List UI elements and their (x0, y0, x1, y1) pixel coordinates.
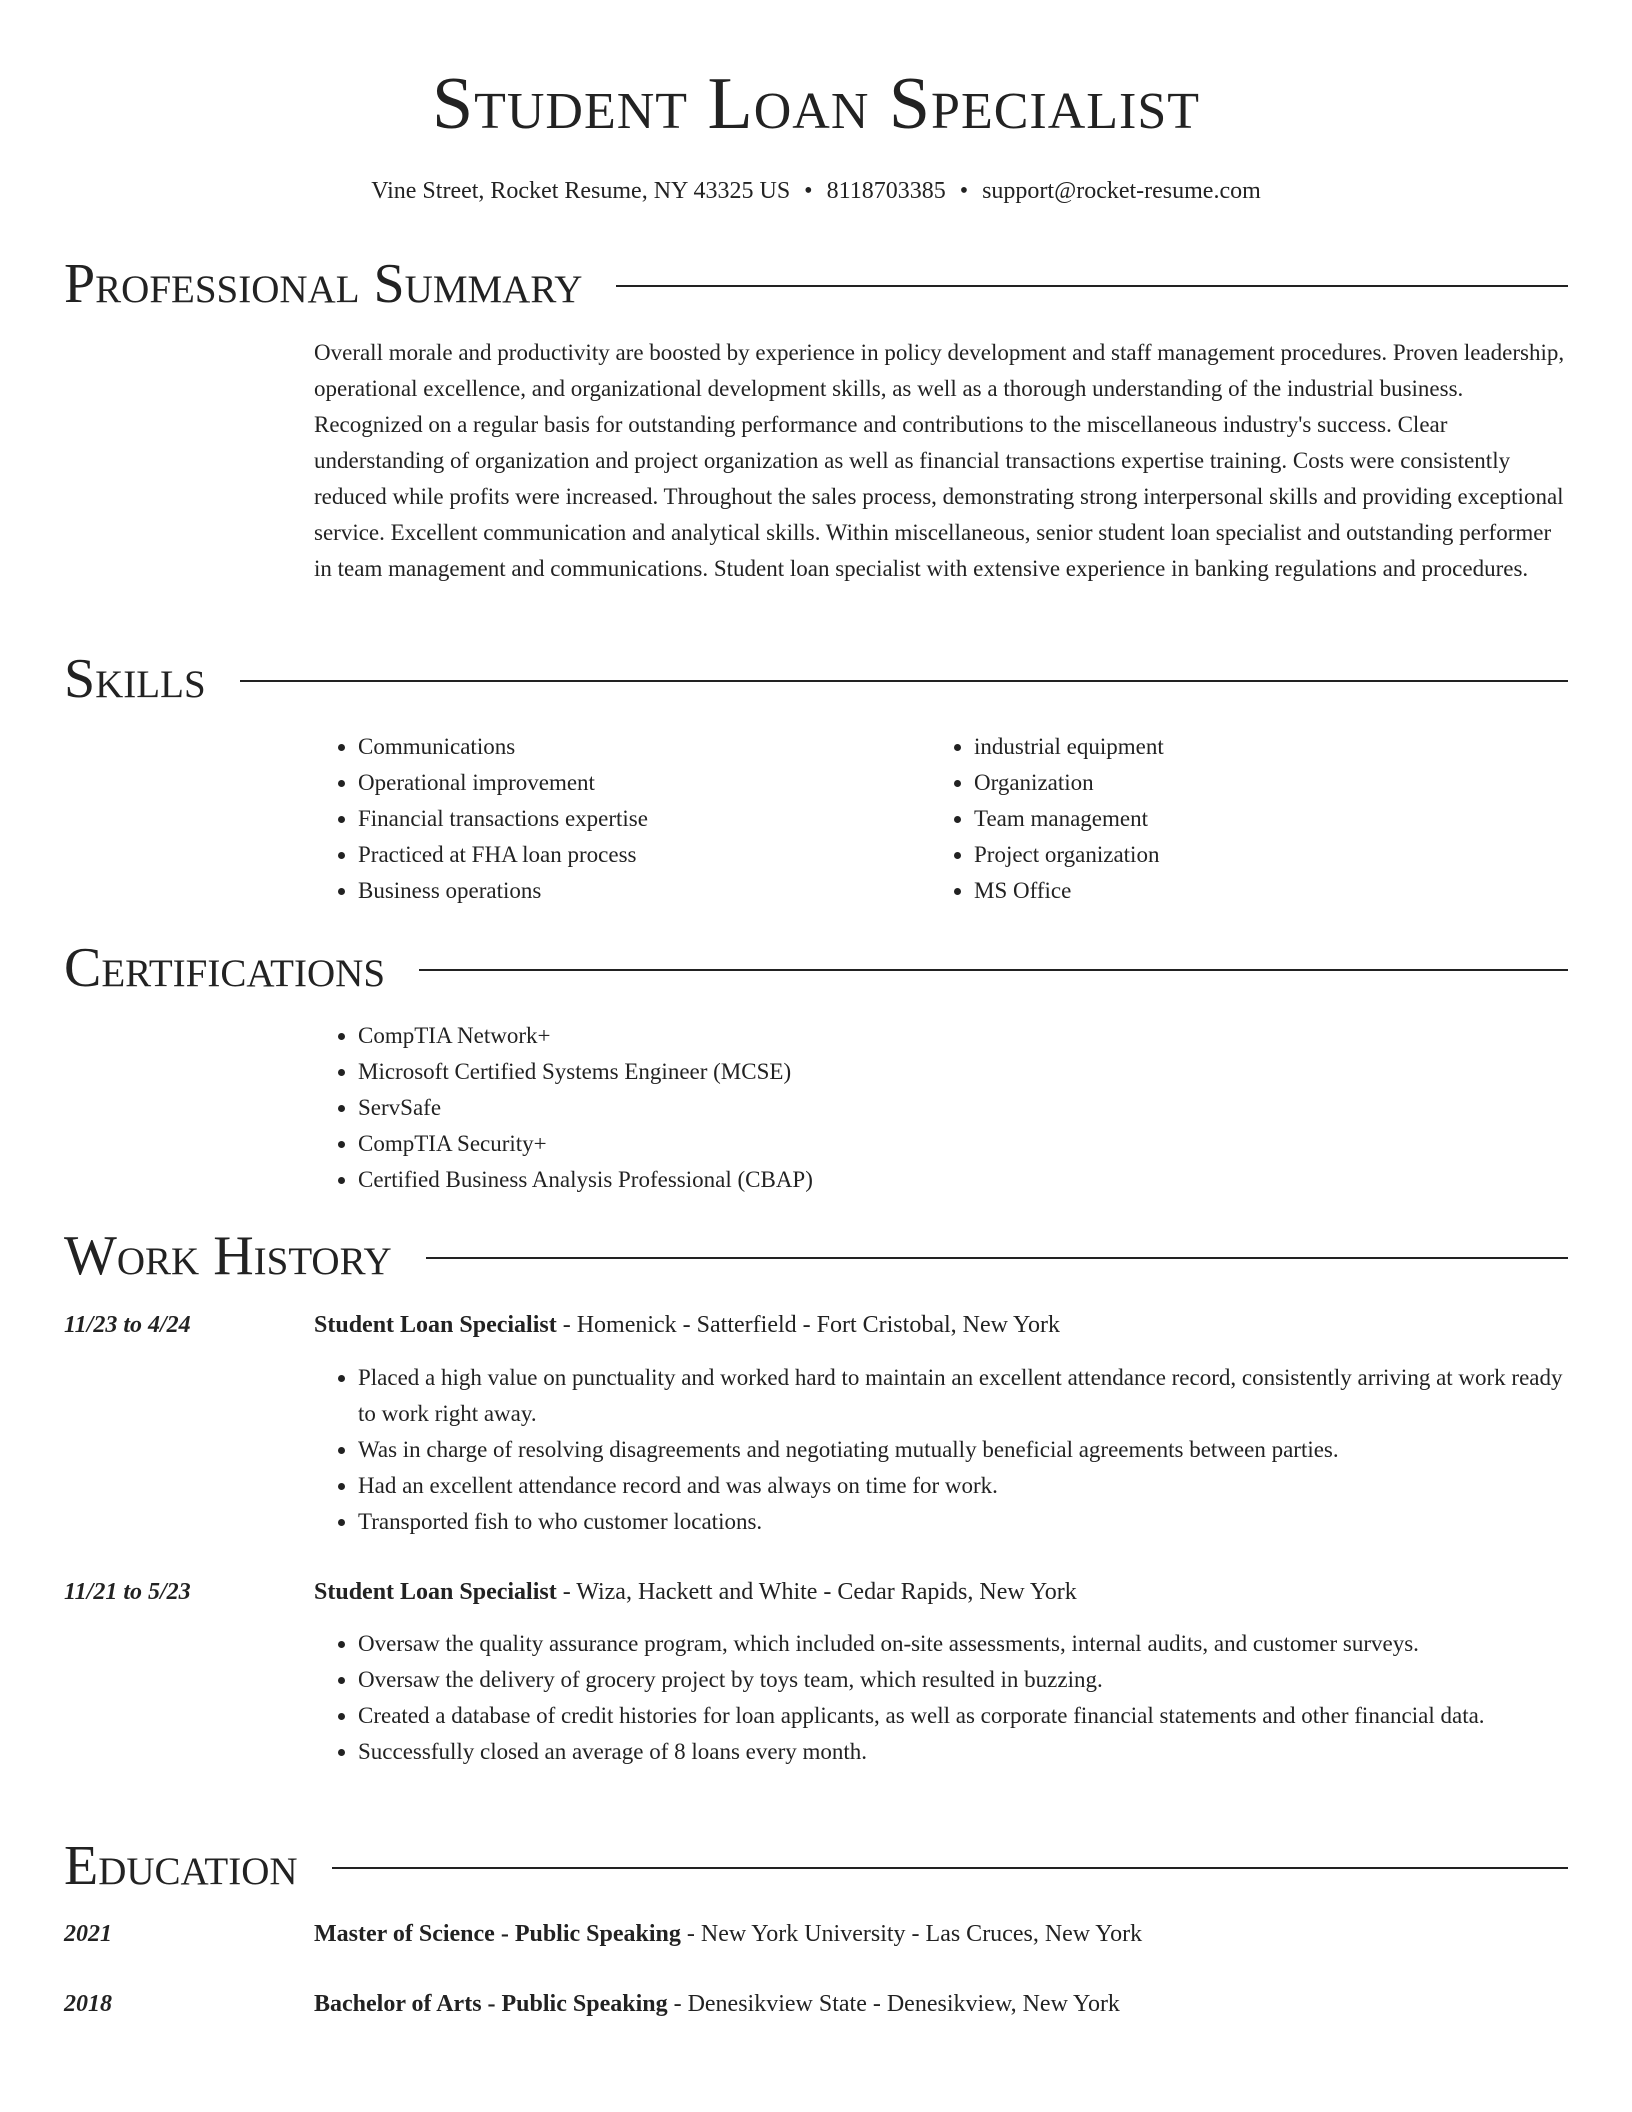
contact-phone: 8118703385 (826, 178, 946, 204)
certification-item: • CompTIA Network+ (358, 1018, 1568, 1054)
job-bullet-list (314, 1360, 1568, 1540)
job-bullet: • Successfully closed an average of 8 loans every month. (358, 1734, 1568, 1770)
education-details: - Denesikview State - Denesikview, New York (667, 1991, 1120, 2017)
summary-heading: Professional Summary (64, 253, 583, 315)
skill-item: • Team management (974, 801, 1546, 837)
job-bullet: • Was in charge of resolving disagreements and negotiating mutually beneficial agreements between parties. (358, 1432, 1568, 1468)
education-year: 2021 (64, 1921, 112, 1947)
contact-separator: • (959, 178, 969, 204)
job-bullet: • Transported fish to who customer locations. (358, 1504, 1568, 1540)
skills-list-right (930, 729, 1546, 909)
job-title-line (314, 1307, 1568, 1343)
skill-item: • Practiced at FHA loan process (358, 837, 930, 873)
certifications-heading: Certifications (64, 937, 386, 999)
job-bullet: • Oversaw the quality assurance program, which included on-site assessments, internal audits, and customer surveys. (358, 1626, 1568, 1662)
education-degree: Master of Science - Public Speaking (314, 1921, 681, 1947)
certification-item: • Certified Business Analysis Professional (CBAP) (358, 1162, 1568, 1198)
certification-item: • CompTIA Security+ (358, 1126, 1568, 1162)
education-heading: Education (64, 1835, 298, 1897)
resume-name: Student Loan Specialist (431, 63, 1201, 145)
certification-item: • Microsoft Certified Systems Engineer (MCSE) (358, 1054, 1568, 1090)
job-title: Student Loan Specialist (314, 1579, 557, 1605)
job-dates: 11/23 to 4/24 (64, 1312, 191, 1338)
job-bullet: • Placed a high value on punctuality and worked hard to maintain an excellent attendance record, consistently arriving at work ready to work right away. (358, 1360, 1568, 1432)
job-dates: 11/21 to 5/23 (64, 1579, 191, 1605)
job-bullet: • Had an excellent attendance record and was always on time for work. (358, 1468, 1568, 1504)
skill-item: • industrial equipment (974, 729, 1546, 765)
contact-separator: • (804, 178, 813, 204)
skill-item: • Operational improvement (358, 765, 930, 801)
education-degree: Bachelor of Arts - Public Speaking (314, 1991, 668, 2017)
skills-body (314, 729, 1568, 909)
skills-column-right (930, 729, 1546, 909)
education-details: - New York University - Las Cruces, New York (680, 1921, 1143, 1947)
job-bullets (314, 1360, 1568, 1540)
contact-email: support@rocket-resume.com (982, 178, 1261, 204)
education-line (314, 1916, 1568, 1952)
skill-item: • Financial transactions expertise (358, 801, 930, 837)
summary-text: Overall morale and productivity are boosted by experience in policy development and staff management procedures. Proven leadership, operational excellence, and organizational development skills, as well as a thorough understanding of the industrial business. Recognized on a regular basis for outstanding performance and contributions to the miscellaneous industry's success. Clear understanding of organization and project organization as well as financial transactions expertise training. Costs were consistently reduced while profits were increased. Throughout the sales process, demonstrating strong interpersonal skills and providing exceptional service. Excellent communication and analytical skills. Within miscellaneous, senior student loan specialist and outstanding performer in team management and communications. Student loan specialist with extensive experience in banking regulations and procedures. (314, 340, 1565, 581)
section-divider (426, 1257, 1568, 1259)
job-bullet: • Created a database of credit histories for loan applicants, as well as corporate financial statements and other financial data. (358, 1698, 1568, 1734)
job-bullet: • Oversaw the delivery of grocery project by toys team, which resulted in buzzing. (358, 1662, 1568, 1698)
contact-line (0, 176, 1632, 206)
section-divider (419, 969, 1568, 971)
work-section-header (64, 1226, 1568, 1286)
section-divider (332, 1867, 1568, 1869)
skills-section-header (64, 649, 1568, 709)
job-bullets (314, 1626, 1568, 1770)
section-divider (240, 680, 1568, 682)
education-section-header (64, 1836, 1568, 1896)
contact-address: Vine Street, Rocket Resume, NY 43325 US (371, 178, 791, 204)
skills-heading: Skills (64, 648, 206, 710)
education-year: 2018 (64, 1991, 112, 2017)
skills-list-left (314, 729, 930, 909)
certifications-list (314, 1018, 1568, 1198)
skill-item: • Business operations (358, 873, 930, 909)
job-title-line (314, 1574, 1568, 1610)
section-divider (616, 285, 1568, 287)
job-details: - Homenick - Satterfield - Fort Cristobal, New York (556, 1312, 1060, 1338)
certification-item: • ServSafe (358, 1090, 1568, 1126)
education-line (314, 1986, 1568, 2022)
work-heading: Work History (64, 1225, 392, 1287)
skills-column-left (314, 729, 930, 909)
job-bullet-list (314, 1626, 1568, 1770)
skill-item: • Communications (358, 729, 930, 765)
skill-item: • MS Office (974, 873, 1546, 909)
job-details: - Wiza, Hackett and White - Cedar Rapids, New York (556, 1579, 1077, 1605)
summary-section-header (64, 254, 1568, 314)
job-title: Student Loan Specialist (314, 1312, 557, 1338)
skill-item: • Organization (974, 765, 1546, 801)
summary-body (314, 335, 1568, 587)
skill-item: • Project organization (974, 837, 1546, 873)
skills-columns (314, 729, 1568, 909)
certifications-section-header (64, 938, 1568, 998)
certifications-body (314, 1018, 1568, 1198)
